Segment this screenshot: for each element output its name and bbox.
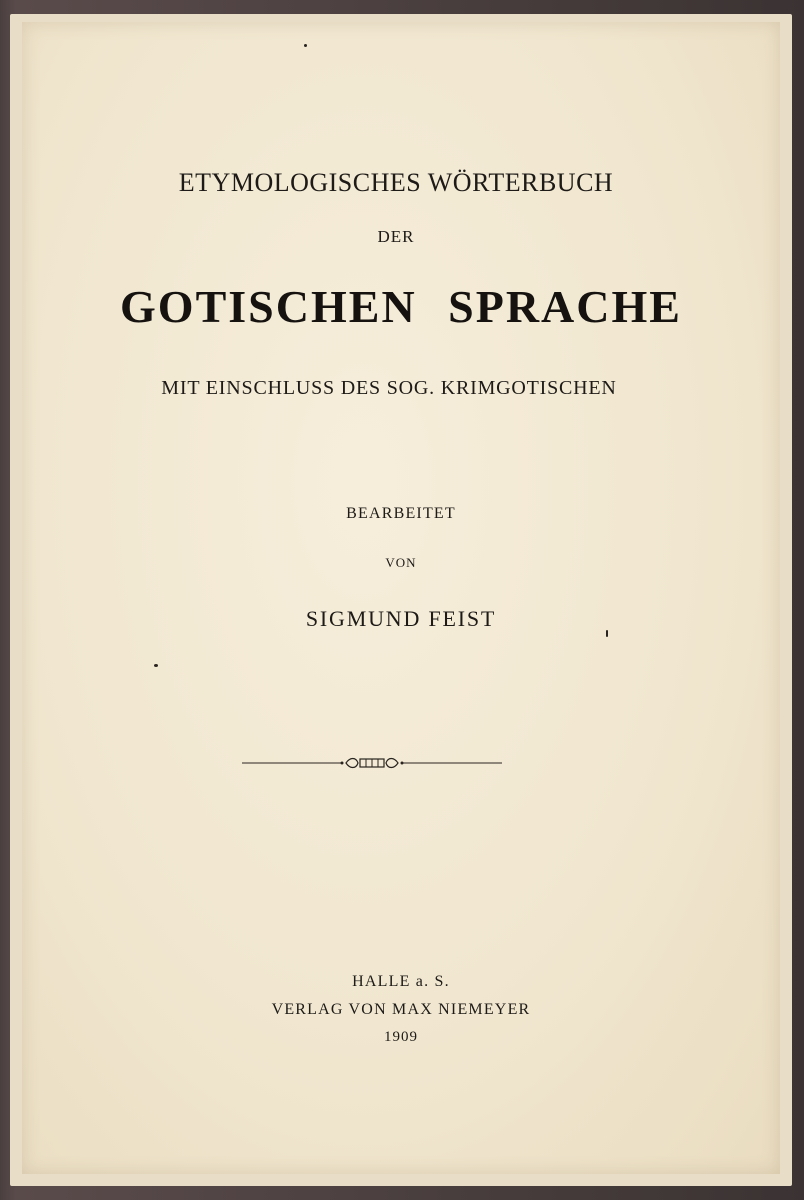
paper-speck	[606, 630, 608, 637]
author-name: SIGMUND FEIST	[305, 606, 497, 631]
decorative-rule-ornament-icon	[242, 755, 502, 771]
by-label: VON	[385, 555, 417, 570]
imprint-place: HALLE a. S.	[352, 973, 450, 990]
title-line-2: DER	[377, 227, 415, 246]
paper-speck	[154, 664, 158, 667]
title-page	[22, 22, 780, 1174]
imprint-year: 1909	[384, 1029, 418, 1045]
edited-label: BEARBEITET	[346, 505, 456, 522]
title-line-3: GOTISCHEN SPRACHE	[120, 281, 682, 332]
subtitle: MIT EINSCHLUSS DES SOG. KRIMGOTISCHEN	[161, 377, 617, 399]
imprint-publisher: VERLAG VON MAX NIEMEYER	[271, 1001, 531, 1018]
paper-speck	[304, 44, 307, 47]
title-line-1: ETYMOLOGISCHES WÖRTERBUCH	[178, 168, 614, 197]
